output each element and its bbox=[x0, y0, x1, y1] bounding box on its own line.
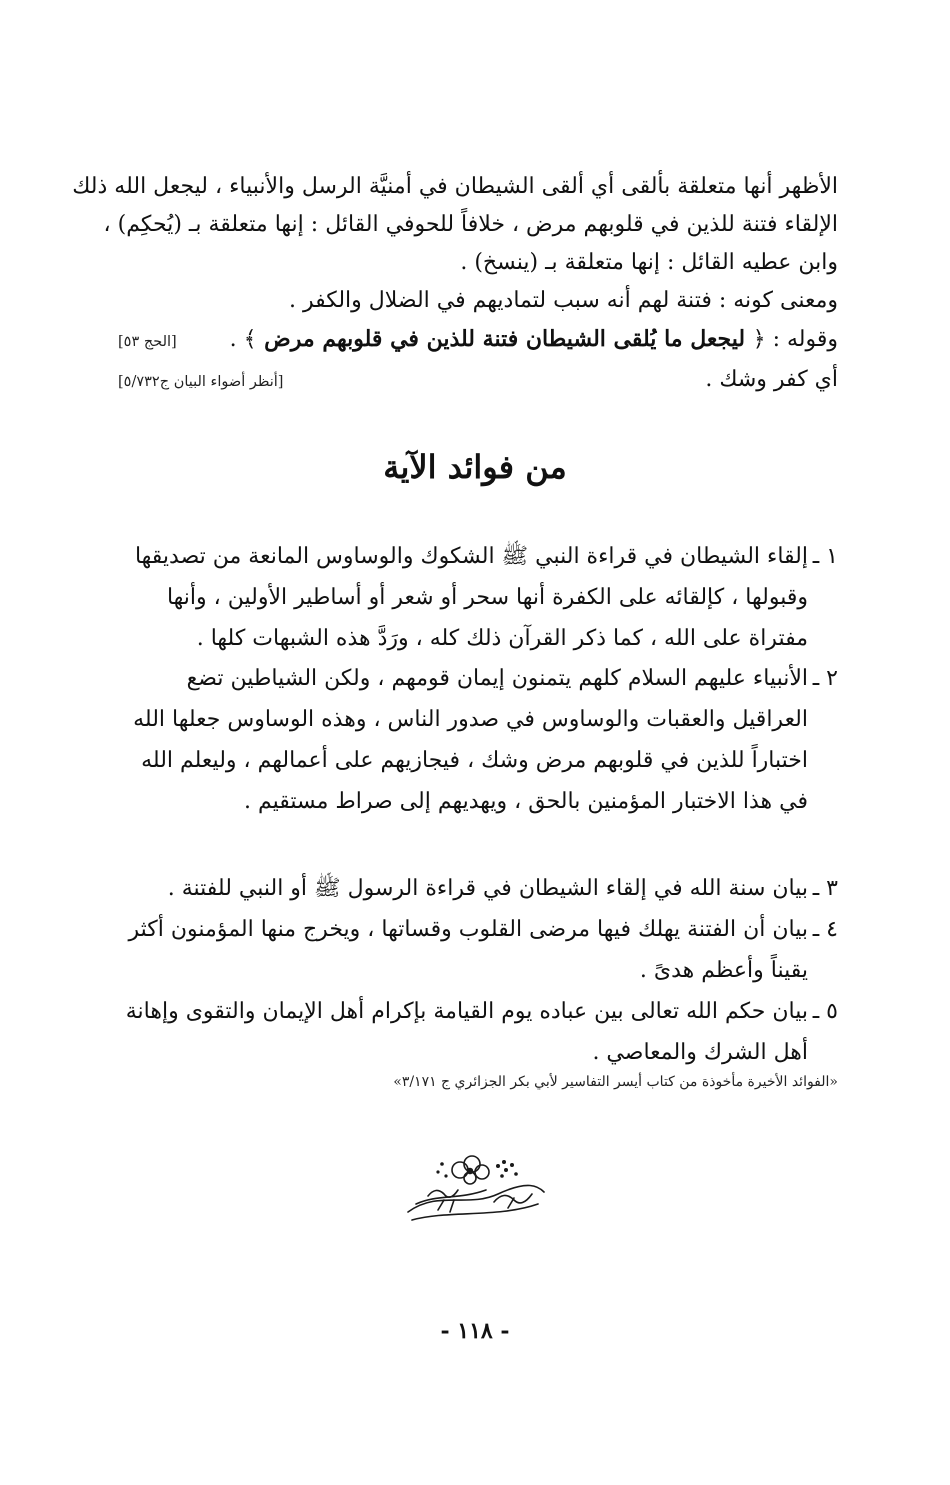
footnote: «الفوائد الأخيرة مأخوذة من كتاب أيسر التفاسير لأبي بكر الجزائري ج ٣/١٧١» bbox=[393, 1074, 838, 1090]
benefits-list-3 bbox=[118, 868, 838, 1073]
page-number: - ١١٨ - bbox=[440, 1318, 510, 1344]
list-item bbox=[118, 658, 838, 822]
list-item bbox=[118, 991, 838, 1073]
item-text: بيان أن الفتنة يهلك فيها مرضى القلوب وقساتها ، ويخرج منها المؤمنون أكثر يقيناً وأعظم هدىً . bbox=[128, 917, 808, 983]
list-item bbox=[118, 909, 838, 991]
item-number: ١ ـ bbox=[812, 544, 838, 569]
explanation-line bbox=[118, 361, 838, 401]
floral-ornament-icon bbox=[398, 1150, 548, 1230]
intro-line-3: وابن عطيه القائل : إنها متعلقة بـ (ينسخ) . bbox=[460, 250, 838, 275]
item-text: إلقاء الشيطان في قراءة النبي ﷺ الشكوك والوساوس المانعة من تصديقها وقبولها ، كإلقائه على الكفرة أنها سحر أو شعر أو أساطير الأولين ، وأنها مفتراة على الله ، كما ذكر القرآن ذلك كله ، ورَدَّ هذه الشبهات كلها . bbox=[134, 544, 808, 651]
item-text: الأنبياء عليهم السلام كلهم يتمنون إيمان قومهم ، ولكن الشياطين تضع العراقيل والعقبات والوساوس في صدور الناس ، وهذه الوساوس جعلها الله اختباراً للذين في قلوبهم مرض وشك ، فيجازيهم على أعمالهم ، وليعلم الله في هذا الاختبار المؤمنين بالحق ، ويهديهم إلى صراط مستقيم . bbox=[133, 666, 808, 814]
intro-line-2: الإلقاء فتنة للذين في قلوبهم مرض ، خلافاً للحوفي القائل : إنها متعلقة بـ (يُحكِم) ، bbox=[103, 212, 838, 237]
source-reference: [أنظر أضواء البيان ج٥/٧٣٢] bbox=[118, 374, 284, 390]
explanation-text: أي كفر وشك . bbox=[705, 367, 838, 392]
item-text: بيان حكم الله تعالى بين عباده يوم القيامة بإكرام أهل الإيمان والتقوى وإهانة أهل الشرك والمعاصي . bbox=[125, 999, 808, 1065]
list-item bbox=[118, 536, 838, 659]
benefits-list-1 bbox=[118, 536, 838, 659]
section-heading: من فوائد الآية bbox=[383, 448, 567, 486]
benefits-list-2 bbox=[118, 658, 838, 822]
quote-text bbox=[230, 320, 838, 359]
item-number: ٢ ـ bbox=[812, 666, 838, 691]
quote-close: ﴾ . bbox=[229, 327, 257, 352]
verse-reference: [الحج ٥٣] bbox=[118, 334, 177, 350]
quote-open: وقوله : ﴿ bbox=[752, 327, 838, 352]
intro-line-1: الأظهر أنها متعلقة بألقى أي ألقى الشيطان في أمنيَّة الرسل والأنبياء ، ليجعل الله ذلك bbox=[72, 174, 838, 199]
item-text: بيان سنة الله في إلقاء الشيطان في قراءة الرسول ﷺ أو النبي للفتنة . bbox=[167, 876, 808, 901]
intro-line-4: ومعنى كونه : فتنة لهم أنه سبب لتماديهم في الضلال والكفر . bbox=[288, 288, 838, 313]
item-number: ٣ ـ bbox=[812, 876, 838, 901]
quoted-verse: ليجعل ما يُلقى الشيطان فتنة للذين في قلوبهم مرض bbox=[256, 326, 753, 352]
list-item bbox=[118, 868, 838, 909]
intro-paragraph bbox=[72, 168, 838, 401]
item-number: ٤ ـ bbox=[812, 917, 838, 942]
item-number: ٥ ـ bbox=[812, 999, 838, 1024]
quote-line bbox=[118, 320, 838, 361]
